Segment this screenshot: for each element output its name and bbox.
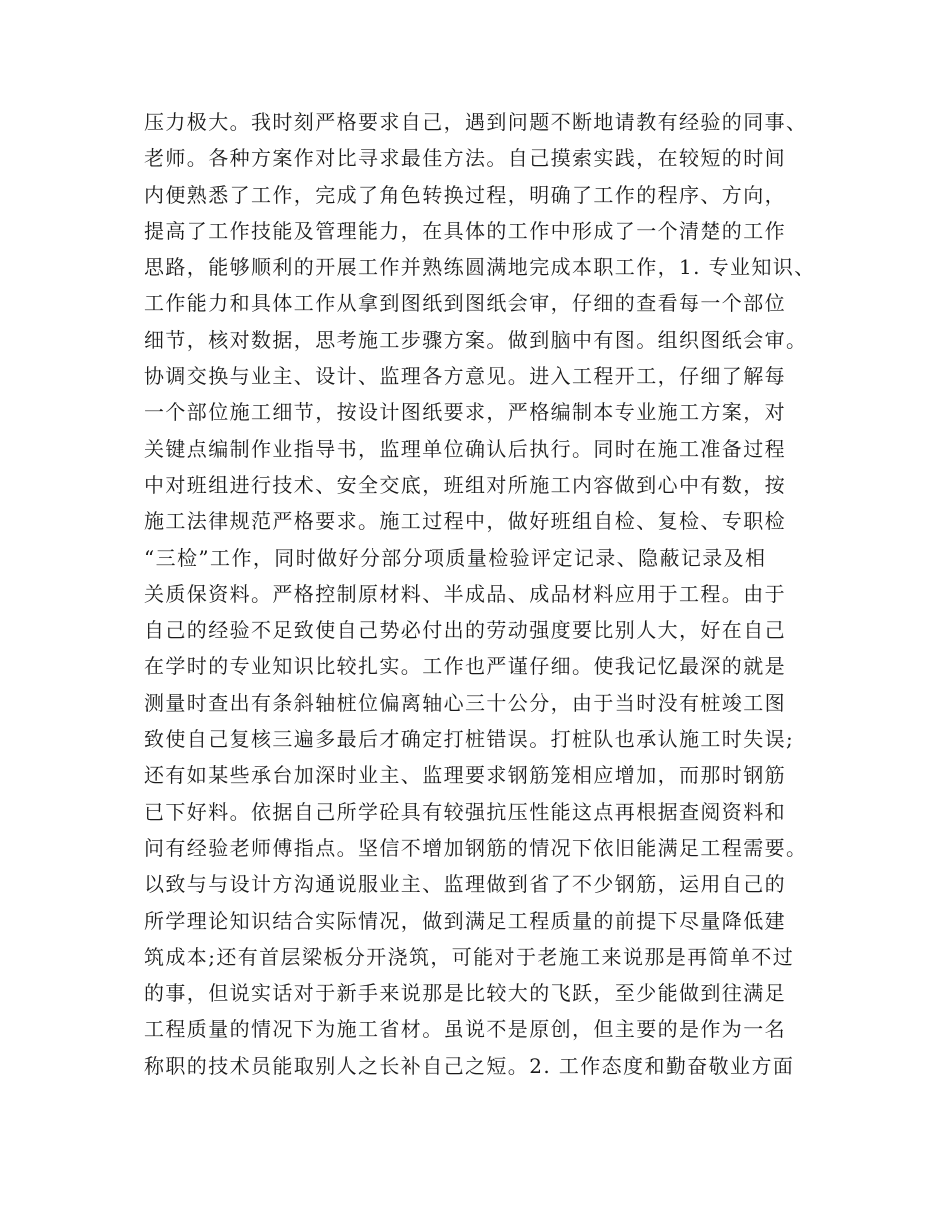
text-line: 协调交换与业主、设计、监理各方意见。进入工程开工，仔细了解每	[144, 364, 786, 389]
text-line: 还有如某些承台加深时业主、监理要求钢筋笼相应增加，而那时钢筋	[144, 763, 786, 788]
text-line: 自己的经验不足致使自己势必付出的劳动强度要比别人大，好在自己	[144, 618, 786, 643]
text-line: 关质保资料。严格控制原材料、半成品、成品材料应用于工程。由于	[144, 581, 786, 606]
text-line: 老师。各种方案作对比寻求最佳方法。自己摸索实践，在较短的时间	[144, 146, 786, 171]
text-line: 称职的技术员能取别人之长补自己之短。2. 工作态度和勤奋敬业方面	[144, 1053, 795, 1078]
text-line: 所学理论知识结合实际情况，做到满足工程质量的前提下尽量降低建	[144, 908, 786, 933]
text-line: 筑成本;还有首层梁板分开浇筑，可能对于老施工来说那是再简单不过	[144, 944, 795, 969]
text-line: 思路，能够顺利的开展工作并熟练圆满地完成本职工作，1. 专业知识、	[144, 255, 816, 280]
text-line: 细节，核对数据，思考施工步骤方案。做到脑中有图。组织图纸会审。	[144, 327, 808, 352]
text-line: 内便熟悉了工作，完成了角色转换过程，明确了工作的程序、方向，	[144, 182, 786, 207]
text-line: 在学时的专业知识比较扎实。工作也严谨仔细。使我记忆最深的就是	[144, 654, 786, 679]
text-line: 关键点编制作业指导书，监理单位确认后执行。同时在施工准备过程	[144, 436, 786, 461]
text-line: 压力极大。我时刻严格要求自己，遇到问题不断地请教有经验的同事、	[144, 110, 808, 134]
text-line: 施工法律规范严格要求。施工过程中，做好班组自检、复检、专职检	[144, 509, 786, 534]
text-line: 提高了工作技能及管理能力，在具体的工作中形成了一个清楚的工作	[144, 218, 786, 243]
text-line: “三检”工作，同时做好分部分项质量检验评定记录、隐蔽记录及相	[144, 545, 767, 570]
text-line: 问有经验老师傅指点。坚信不增加钢筋的情况下依旧能满足工程需要。	[144, 835, 808, 860]
text-line: 中对班组进行技术、安全交底，班组对所施工内容做到心中有数，按	[144, 472, 786, 497]
text-line: 工作能力和具体工作从拿到图纸到图纸会审，仔细的查看每一个部位	[144, 291, 786, 316]
body-text	[144, 104, 824, 1084]
text-line: 致使自己复核三遍多最后才确定打桩错误。打桩队也承认施工时失误;	[144, 727, 795, 752]
text-line: 工程质量的情况下为施工省材。虽说不是原创，但主要的是作为一名	[144, 1017, 786, 1042]
text-line: 的事，但说实话对于新手来说那是比较大的飞跃，至少能做到往满足	[144, 981, 786, 1006]
text-line: 一个部位施工细节，按设计图纸要求，严格编制本专业施工方案，对	[144, 400, 786, 425]
text-line: 测量时查出有条斜轴桩位偏离轴心三十公分，由于当时没有桩竣工图	[144, 690, 786, 715]
text-line: 已下好料。依据自己所学砼具有较强抗压性能这点再根据查阅资料和	[144, 799, 786, 824]
text-line: 以致与与设计方沟通说服业主、监理做到省了不少钢筋，运用自己的	[144, 872, 786, 897]
